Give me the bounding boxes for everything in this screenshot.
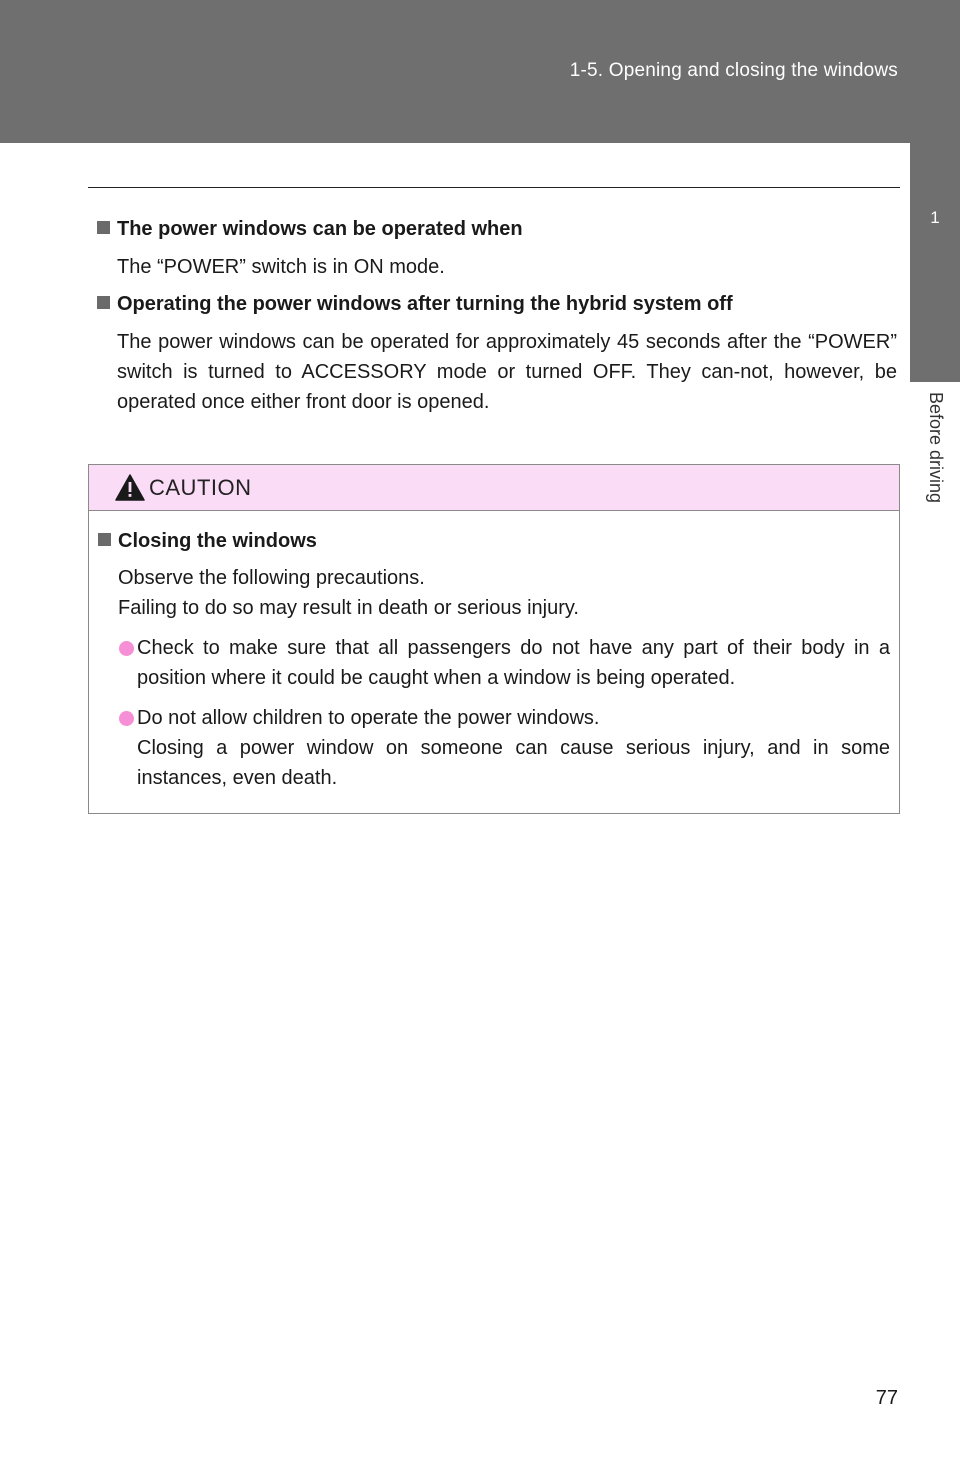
caution-box bbox=[88, 464, 900, 814]
caution-label: CAUTION bbox=[149, 475, 252, 500]
section-1 bbox=[97, 215, 897, 282]
square-bullet-icon bbox=[97, 221, 110, 234]
warning-triangle-icon bbox=[115, 474, 145, 501]
caution-body bbox=[98, 527, 890, 793]
caution-heading: Closing the windows bbox=[118, 530, 317, 552]
pink-dot-icon bbox=[119, 641, 134, 656]
chapter-number: 1 bbox=[930, 208, 940, 227]
page-number: 77 bbox=[875, 1387, 898, 1409]
section-body: The power windows can be operated for approximately 45 seconds after the “POWER” switch is turned to ACCESSORY mode or turned OFF. They can-not, however, be operated once either front door is opened. bbox=[117, 331, 897, 413]
chapter-label: Before driving bbox=[926, 392, 946, 504]
square-bullet-icon bbox=[98, 533, 111, 546]
section-2 bbox=[97, 290, 897, 417]
header-rule bbox=[88, 187, 900, 188]
caution-bullet: Check to make sure that all passengers do not have any part of their body in a position where it could be caught when a window is being operated. bbox=[98, 633, 890, 693]
header-title: 1-5. Opening and closing the windows bbox=[569, 60, 898, 81]
section-heading: The power windows can be operated when bbox=[117, 218, 523, 240]
section-heading: Operating the power windows after turning the hybrid system off bbox=[117, 293, 733, 315]
page-header bbox=[0, 0, 960, 143]
caution-intro: Observe the following precautions. Failing to do so may result in death or serious injury. bbox=[118, 567, 579, 619]
main-content bbox=[97, 215, 897, 425]
section-body: The “POWER” switch is in ON mode. bbox=[117, 256, 445, 278]
pink-dot-icon bbox=[119, 711, 134, 726]
square-bullet-icon bbox=[97, 296, 110, 309]
chapter-label-wrap bbox=[910, 392, 960, 542]
caution-bullet: Do not allow children to operate the power windows. Closing a power window on someone can cause serious injury, and in some instances, even death. bbox=[98, 703, 890, 793]
caution-header bbox=[89, 465, 899, 511]
chapter-tab bbox=[910, 143, 960, 382]
